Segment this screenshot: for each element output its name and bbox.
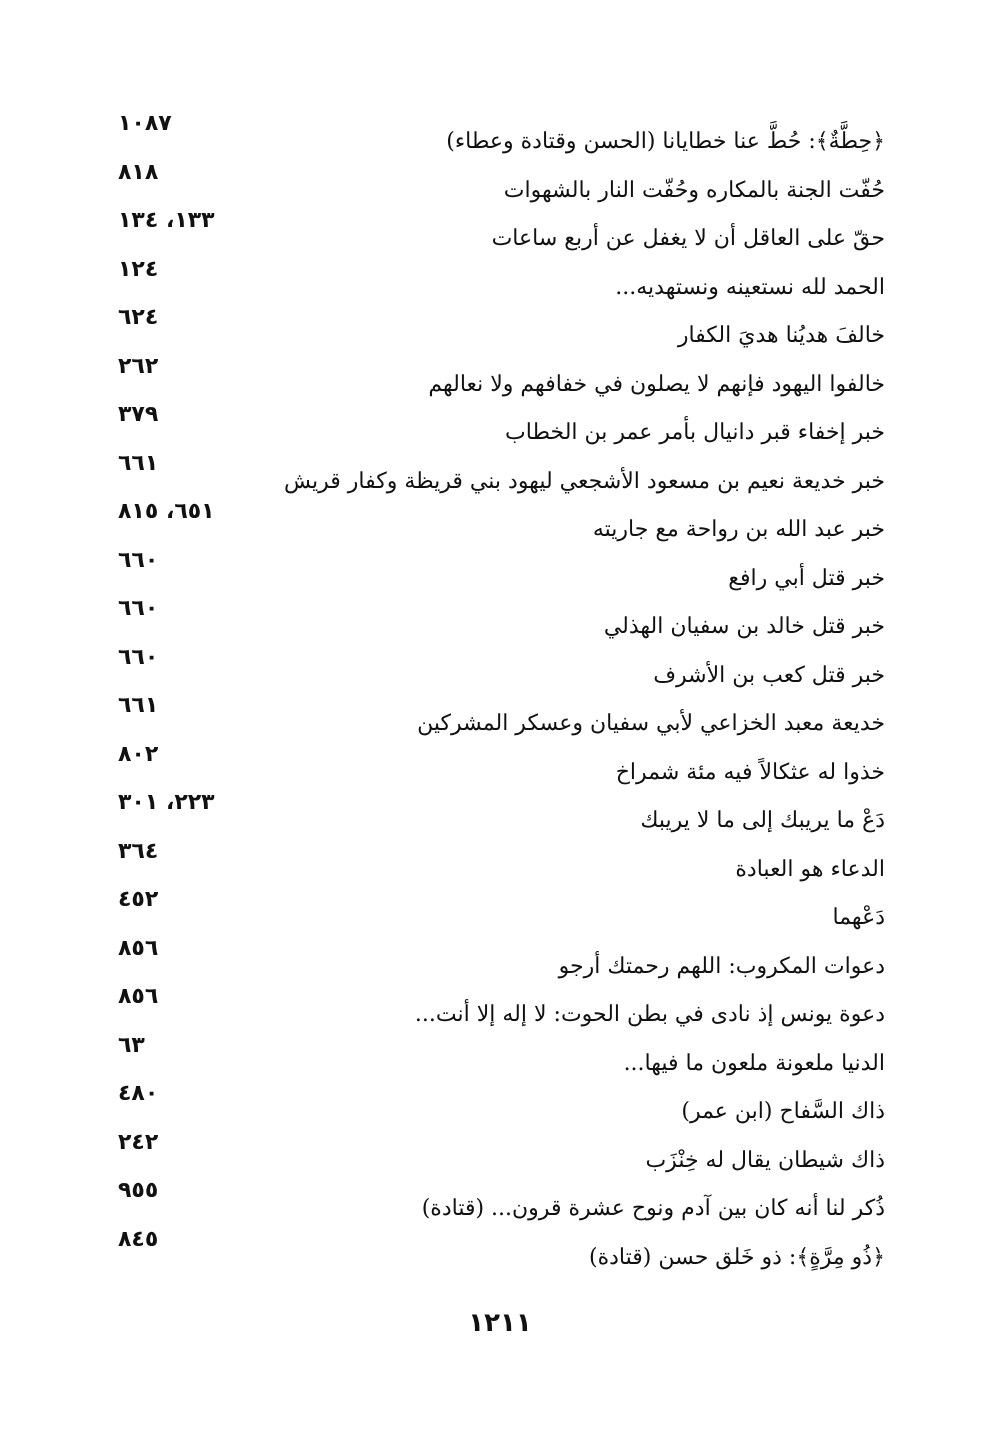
entry-text: خديعة معبد الخزاعي لأبي سفيان وعسكر المشركين — [417, 711, 885, 736]
entry-text: خالفوا اليهود فإنهم لا يصلون في خفافهم ولا نعالهم — [428, 371, 885, 397]
entry-pages: ٤٥٢ — [118, 887, 159, 912]
entry-pages: ٩٥٥ — [118, 1178, 159, 1203]
entry-text: خبر عبد الله بن رواحة مع جاريته — [592, 517, 885, 542]
index-entry — [118, 208, 885, 264]
entry-pages: ٨١٨ — [118, 159, 159, 185]
entry-pages: ١٢٤ — [118, 256, 159, 282]
entry-pages: ٨٥٦ — [118, 984, 159, 1009]
index-entry — [118, 353, 885, 410]
entry-pages: ٦٥١، ٨١٥ — [118, 499, 215, 524]
entry-text: خالفَ هديُنا هديَ الكفار — [677, 323, 885, 348]
index-entry — [118, 838, 885, 895]
index-entry — [118, 790, 885, 846]
entry-text: ذاك شيطان يقال له خِنْزَب — [645, 1147, 885, 1173]
entry-text: ذُكر لنا أنه كان بين آدم ونوح عشرة قرون... (قتادة) — [421, 1196, 885, 1221]
entry-pages: ٨٥٦ — [118, 935, 159, 961]
entry-pages: ٦٦١ — [118, 450, 159, 476]
entry-pages: ٨٠٢ — [118, 741, 159, 767]
entry-pages: ١٠٨٧ — [118, 111, 172, 136]
index-entry — [118, 111, 885, 167]
index-entry — [118, 693, 885, 749]
entry-pages: ٣٦٤ — [118, 838, 159, 864]
index-entry — [118, 450, 885, 507]
entry-pages: ٢٦٢ — [118, 353, 159, 379]
entry-text: دعوة يونس إذ نادى في بطن الحوت: لا إله إلا أنت... — [414, 1002, 885, 1027]
index-entry — [118, 644, 885, 701]
entry-text: دَعْ ما يريبك إلى ما لا يريبك — [640, 808, 885, 833]
entry-pages: ٦٦٠ — [118, 596, 159, 621]
entry-text: حُفّت الجنة بالمكاره وحُفّت النار بالشهوات — [503, 177, 885, 203]
page-number: ١٢١١ — [468, 1308, 532, 1338]
index-entry — [118, 984, 885, 1040]
entry-pages: ٦٦٠ — [118, 644, 159, 670]
index-entry — [118, 1226, 885, 1283]
entry-text: ﴿ذُو مِرَّةٍ﴾: ذو خَلق حسن (قتادة) — [588, 1244, 885, 1270]
entry-pages: ٣٧٩ — [118, 402, 159, 427]
index-entry — [118, 887, 885, 943]
entry-text: دَعْهما — [832, 905, 885, 930]
entry-text: الدعاء هو العبادة — [735, 856, 885, 882]
entry-text: الحمد لله نستعينه ونستهديه... — [615, 274, 885, 300]
entry-pages: ٢٤٢ — [118, 1129, 159, 1155]
index-entry — [118, 1178, 885, 1234]
index-entry — [118, 741, 885, 798]
index-entry — [118, 596, 885, 652]
entry-pages: ١٣٣، ١٣٤ — [118, 208, 215, 233]
index-entry — [118, 935, 885, 992]
entry-text: ذاك السَّفاح (ابن عمر) — [681, 1099, 885, 1124]
index-list — [118, 111, 885, 1282]
entry-text: الدنيا ملعونة ملعون ما فيها... — [623, 1050, 885, 1076]
index-entry — [118, 1129, 885, 1186]
entry-pages: ٦٢٤ — [118, 305, 159, 330]
entry-text: دعوات المكروب: اللهم رحمتك أرجو — [558, 953, 885, 979]
entry-pages: ٢٢٣، ٣٠١ — [118, 790, 215, 815]
entry-text: خبر إخفاء قبر دانيال بأمر عمر بن الخطاب — [505, 420, 885, 445]
index-entry — [118, 159, 885, 216]
entry-text: خبر خديعة نعيم بن مسعود الأشجعي ليهود بني قريظة وكفار قريش — [283, 468, 885, 494]
entry-pages: ٦٣ — [118, 1032, 145, 1058]
entry-text: خبر قتل أبي رافع — [728, 565, 885, 591]
entry-text: خذوا له عثكالاً فيه مئة شمراخ — [615, 759, 885, 785]
entry-pages: ٨٤٥ — [118, 1226, 159, 1252]
index-entry — [118, 305, 885, 361]
index-entry — [118, 499, 885, 555]
index-entry — [118, 256, 885, 313]
entry-text: حقّ على العاقل أن لا يغفل عن أربع ساعات — [491, 226, 885, 251]
entry-text: خبر قتل كعب بن الأشرف — [653, 662, 885, 688]
index-entry — [118, 1032, 885, 1089]
index-entry — [118, 547, 885, 604]
entry-pages: ٦٦٠ — [118, 547, 159, 573]
index-entry — [118, 402, 885, 458]
entry-text: خبر قتل خالد بن سفيان الهذلي — [603, 614, 885, 639]
entry-text: ﴿حِطَّةٌ﴾: حُطَّ عنا خطايانا (الحسن وقتادة وعطاء) — [446, 129, 885, 154]
entry-pages: ٤٨٠ — [118, 1081, 159, 1106]
entry-pages: ٦٦١ — [118, 693, 159, 718]
index-entry — [118, 1081, 885, 1137]
